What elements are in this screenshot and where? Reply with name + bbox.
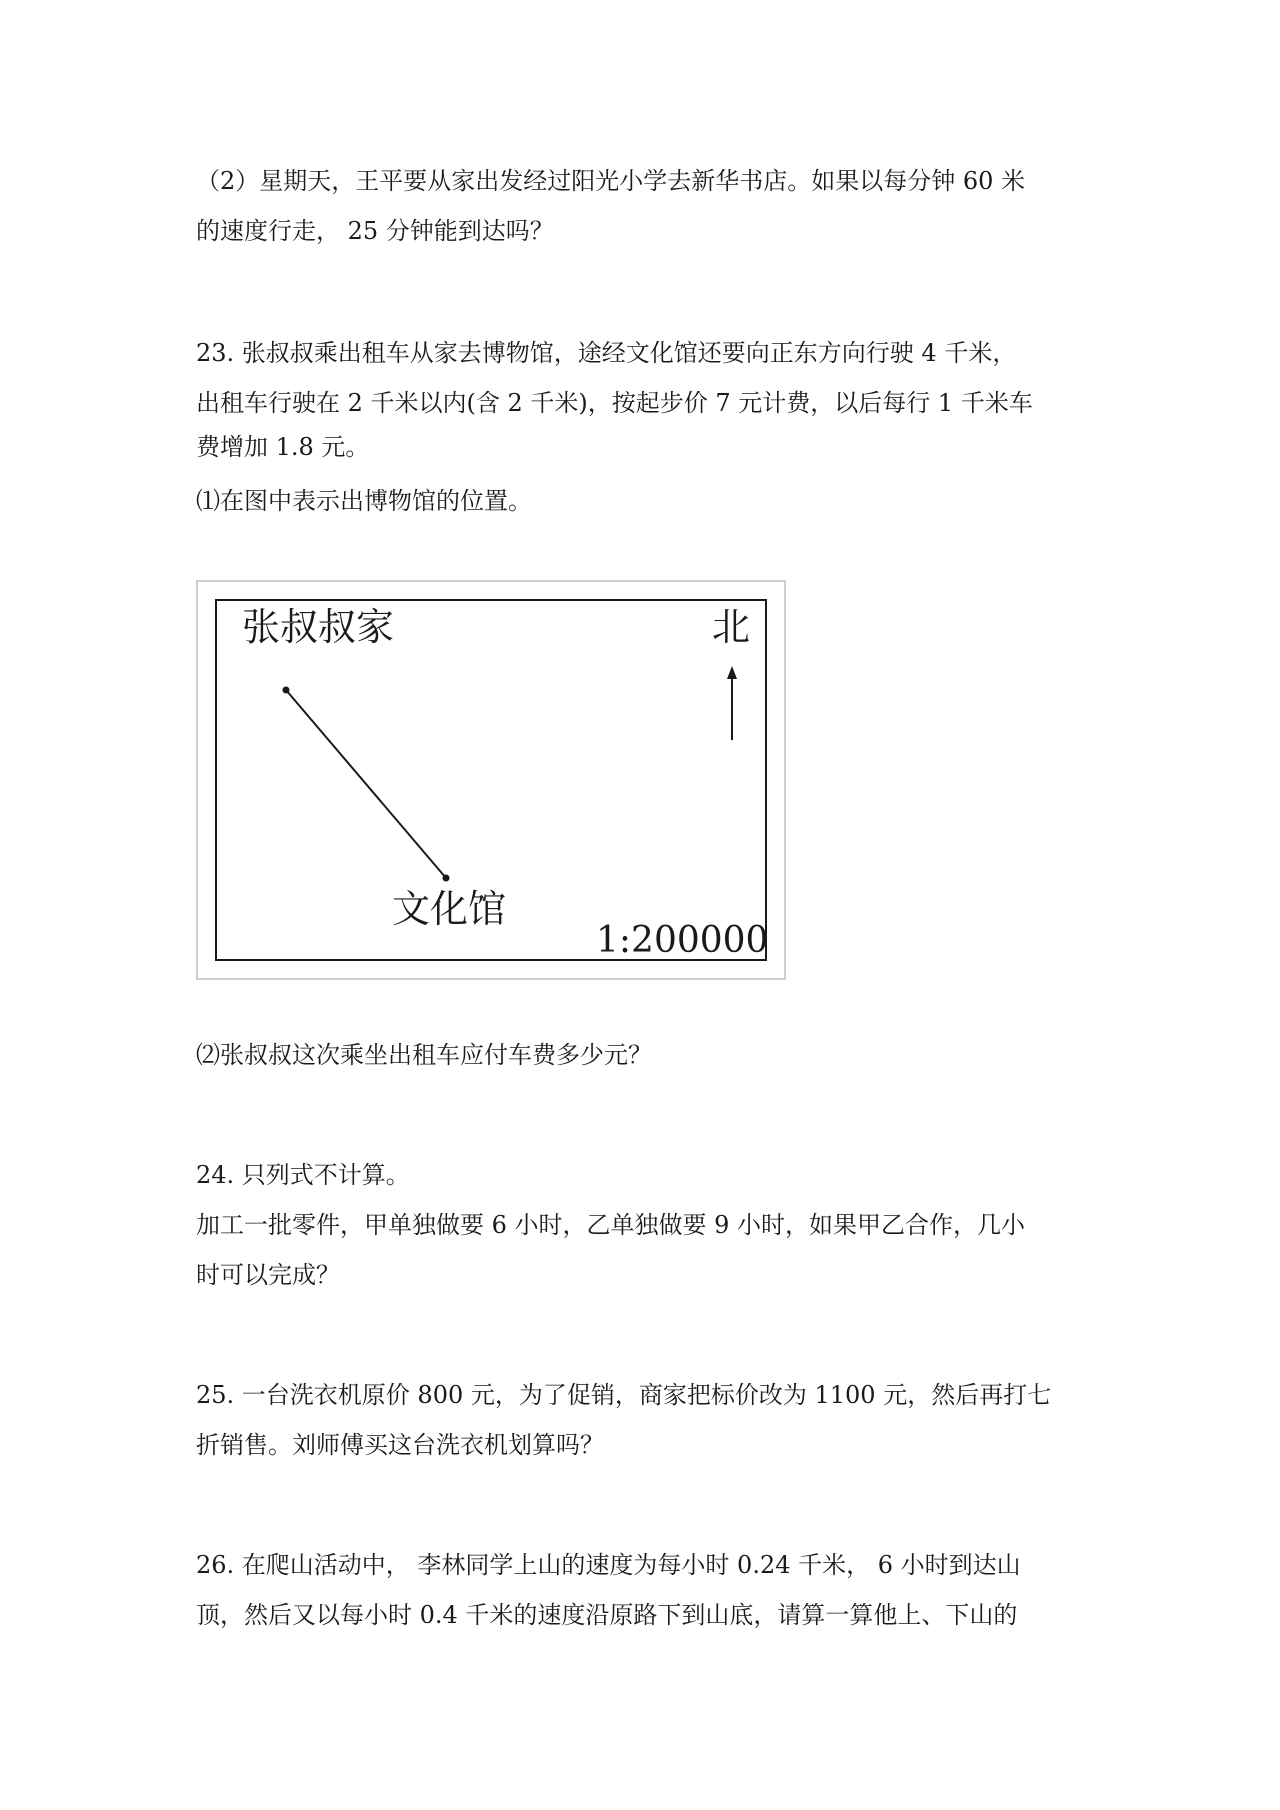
q26-line2: 顶，然后又以每小时 0.4 千米的速度沿原路下到山底，请算一算他上、下山的 — [196, 1601, 1018, 1629]
map-diagram — [198, 582, 788, 982]
q24-line2: 加工一批零件，甲单独做要 6 小时，乙单独做要 9 小时，如果甲乙合作，几小 — [196, 1211, 1026, 1239]
q22-part2-line2: 的速度行走， 25 分钟能到达吗？ — [196, 217, 554, 245]
q23-part2: ⑵张叔叔这次乘坐出租车应付车费多少元？ — [196, 1041, 652, 1069]
home-label: 张叔叔家 — [242, 605, 395, 649]
scale-label: 1:200000 — [596, 920, 769, 961]
q22-part2-line1: （2）星期天，王平要从家出发经过阳光小学去新华书店。如果以每分钟 60 米 — [196, 167, 1026, 195]
q23-line1: 23. 张叔叔乘出租车从家去博物馆，途经文化馆还要向正东方向行驶 4 千米， — [196, 339, 1017, 367]
north-arrow-head — [727, 666, 737, 679]
q25-line1: 25. 一台洗衣机原价 800 元，为了促销，商家把标价改为 1100 元，然后再打七 — [196, 1381, 1052, 1409]
q24-line3: 时可以完成？ — [196, 1261, 340, 1289]
q23-part1: ⑴在图中表示出博物馆的位置。 — [196, 487, 532, 515]
q23-line2: 出租车行驶在 2 千米以内(含 2 千米)，按起步价 7 元计费，以后每行 1 千米车 — [196, 389, 1033, 417]
q25-line2: 折销售。刘师傅买这台洗衣机划算吗？ — [196, 1431, 604, 1459]
q23-line3: 费增加 1.8 元。 — [196, 433, 370, 461]
q24-line1: 24. 只列式不计算。 — [196, 1161, 410, 1189]
north-label: 北 — [712, 605, 751, 649]
map-figure — [196, 580, 786, 980]
culture-label: 文化馆 — [392, 887, 507, 931]
home-to-culture-route — [286, 690, 446, 878]
q26-line1: 26. 在爬山活动中， 李林同学上山的速度为每小时 0.24 千米， 6 小时到达山 — [196, 1551, 1021, 1579]
culture-point — [443, 875, 450, 882]
